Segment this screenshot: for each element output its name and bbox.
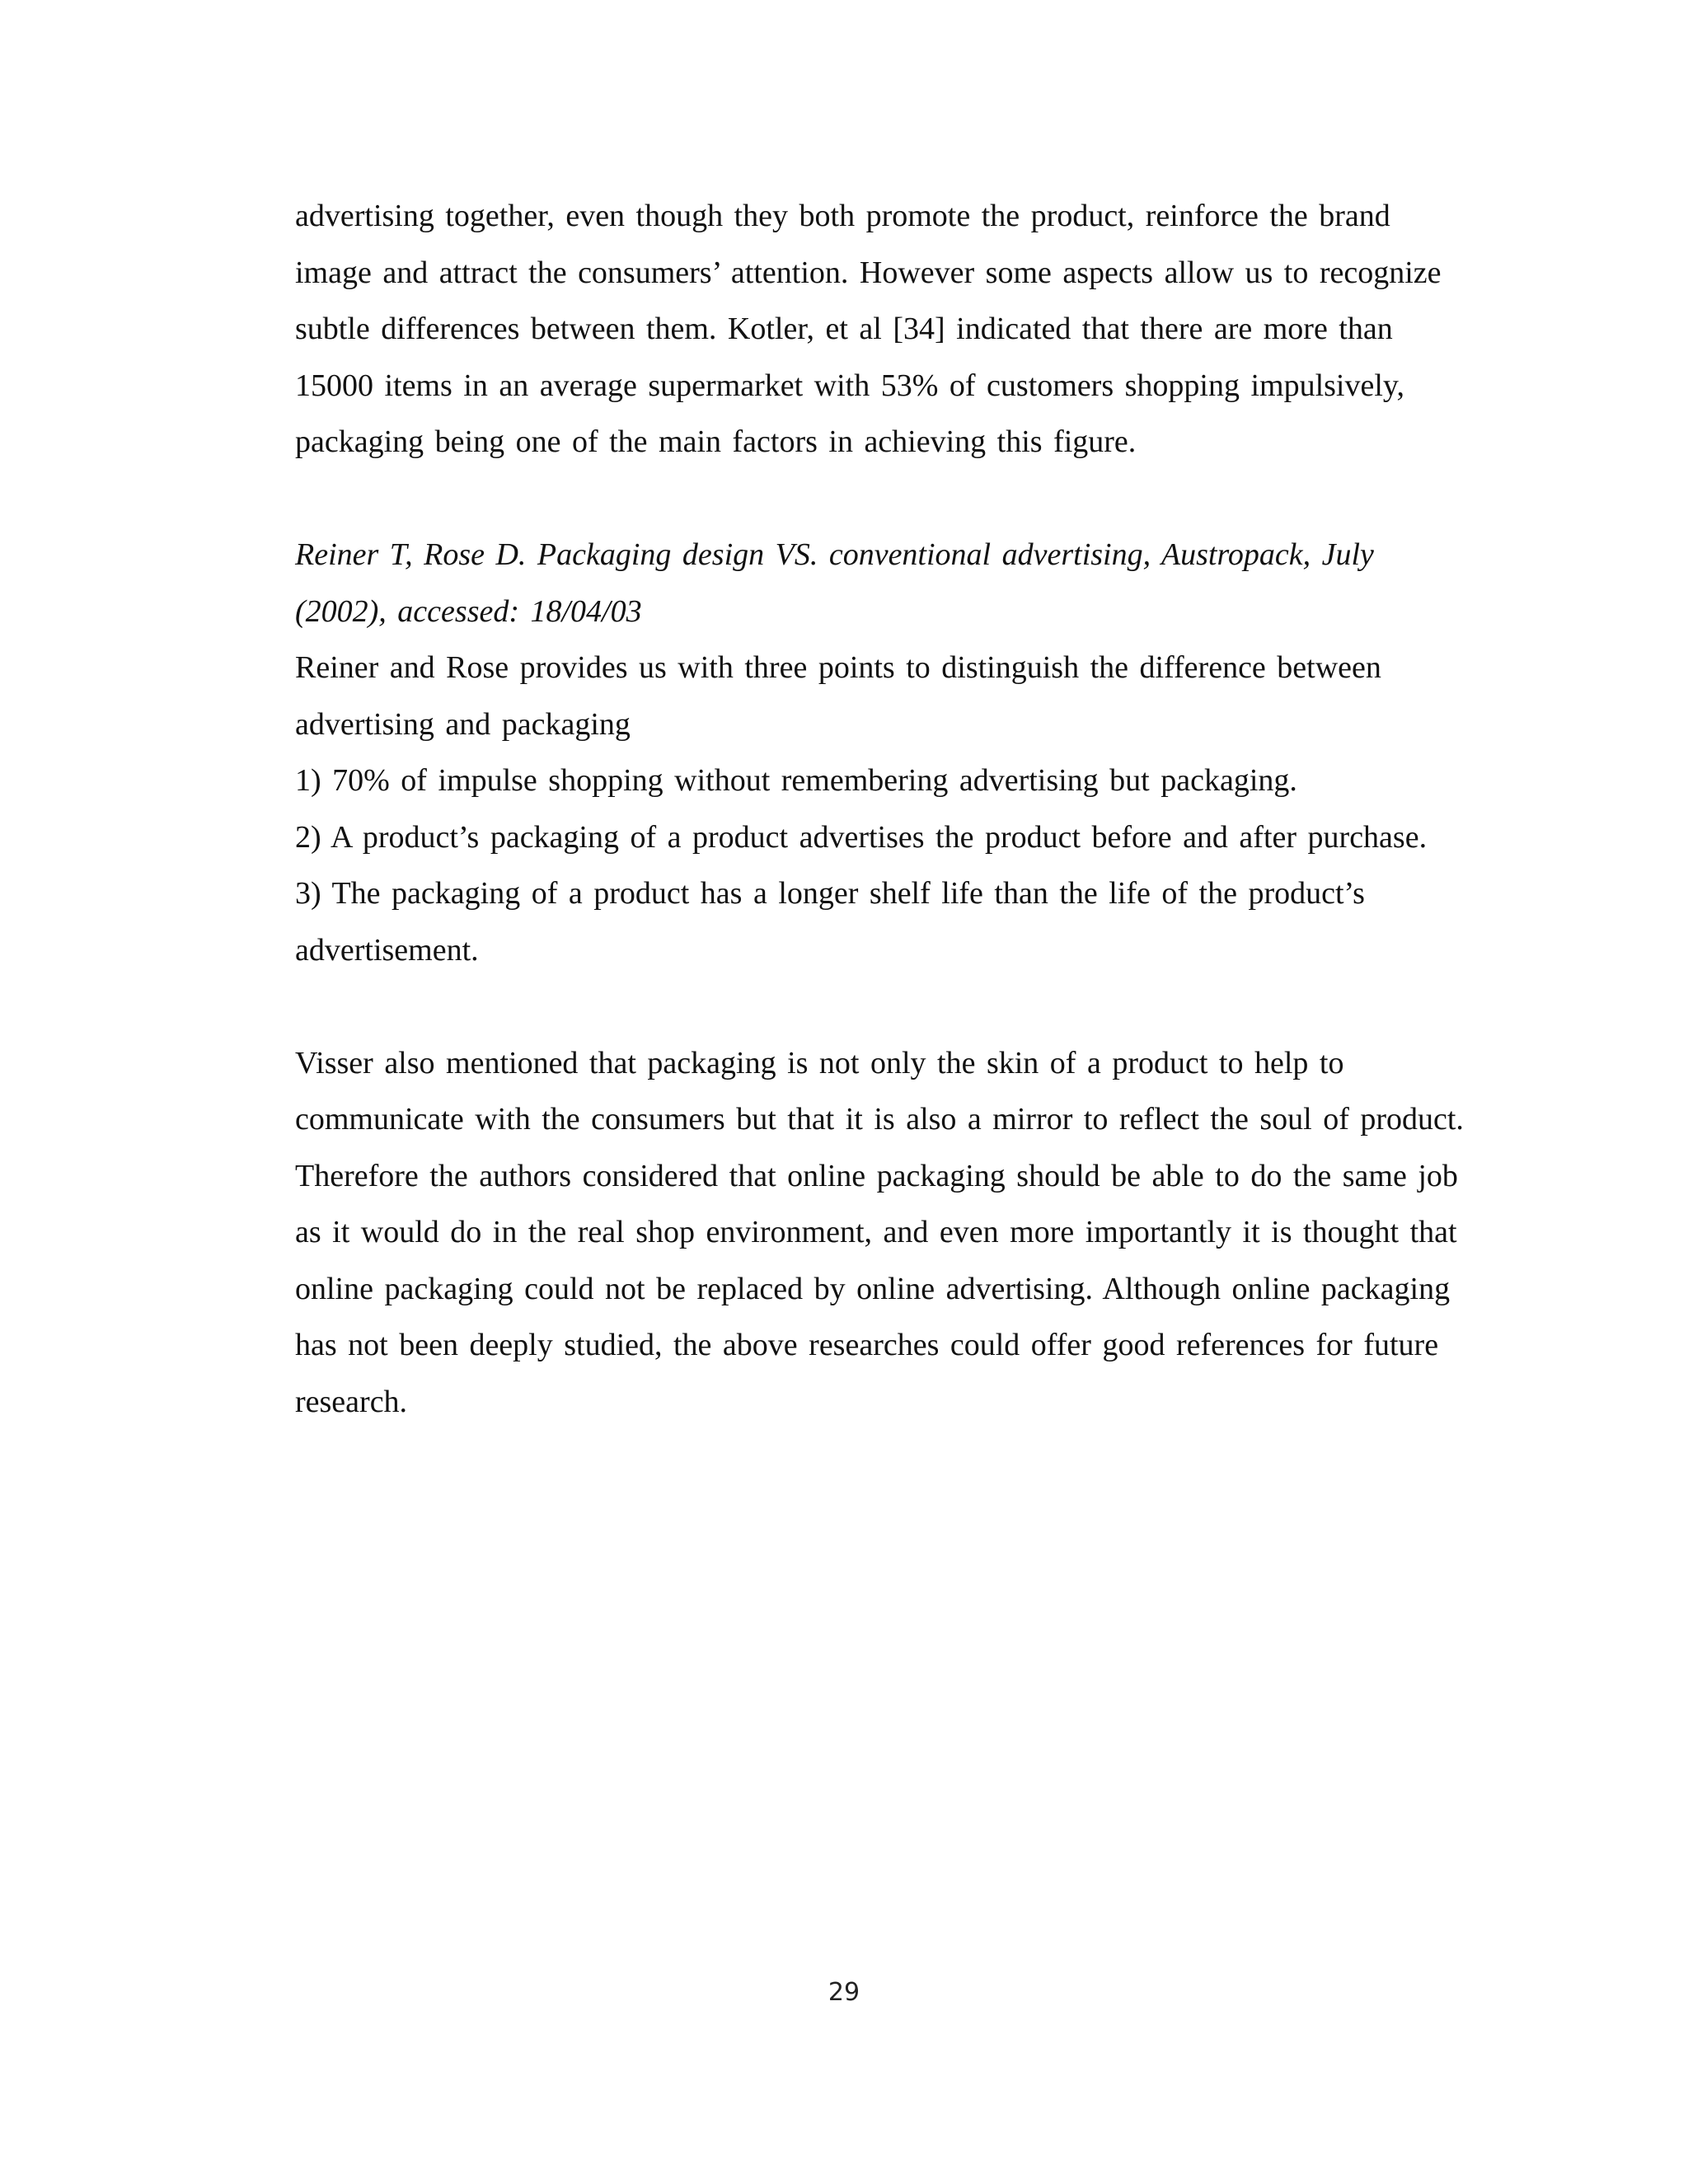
text-line: packaging being one of the main factors in achieving this figure. [295,424,1137,459]
page-number: 29 [828,1978,860,2007]
paragraph-packaging-vs-advertising [295,188,1465,471]
text-line: Visser also mentioned that packaging is not only the skin of a product to help to [295,1045,1344,1080]
reference-citation [295,527,1465,640]
citation-line: (2002), accessed: 18/04/03 [295,593,642,629]
text-line: advertising together, even though they both promote the product, reinforce the brand [295,199,1390,233]
text-line: advertisement. [295,932,479,968]
text-line: image and attract the consumers’ attention. However some aspects allow us to recognize [295,255,1442,290]
list-item-point-2: 2) A product’s packaging of a product advertises the product before and after purchase. [295,819,1428,855]
text-line: 15000 items in an average supermarket with 53% of customers shopping impulsively, [295,368,1404,403]
text-line: advertising and packaging [295,706,631,742]
text-line: has not been deeply studied, the above researches could offer good references for future [295,1328,1439,1362]
list-item-point-3: 3) The packaging of a product has a longer shelf life than the life of the product’s [295,876,1365,911]
text-line: Therefore the authors considered that online packaging should be able to do the same job [295,1158,1458,1193]
paragraph-reiner-rose-points [295,640,1465,978]
body-text [295,188,1465,1430]
text-line: communicate with the consumers but that it is also a mirror to reflect the soul of product. [295,1102,1464,1137]
paragraph-spacer [295,978,1465,1035]
text-line: Reiner and Rose provides us with three points to distinguish the difference between [295,650,1381,685]
paragraph-spacer [295,471,1465,527]
citation-line: Reiner T, Rose D. Packaging design VS. conventional advertising, Austropack, July [295,537,1374,572]
paragraph-visser [295,1035,1465,1431]
text-line: subtle differences between them. Kotler, et al [34] indicated that there are more than [295,312,1393,346]
text-line: as it would do in the real shop environment, and even more importantly it is thought that [295,1215,1457,1249]
text-line: online packaging could not be replaced by online advertising. Although online packaging [295,1271,1451,1306]
list-item-point-1: 1) 70% of impulse shopping without remembering advertising but packaging. [295,763,1297,798]
text-line: research. [295,1384,408,1419]
